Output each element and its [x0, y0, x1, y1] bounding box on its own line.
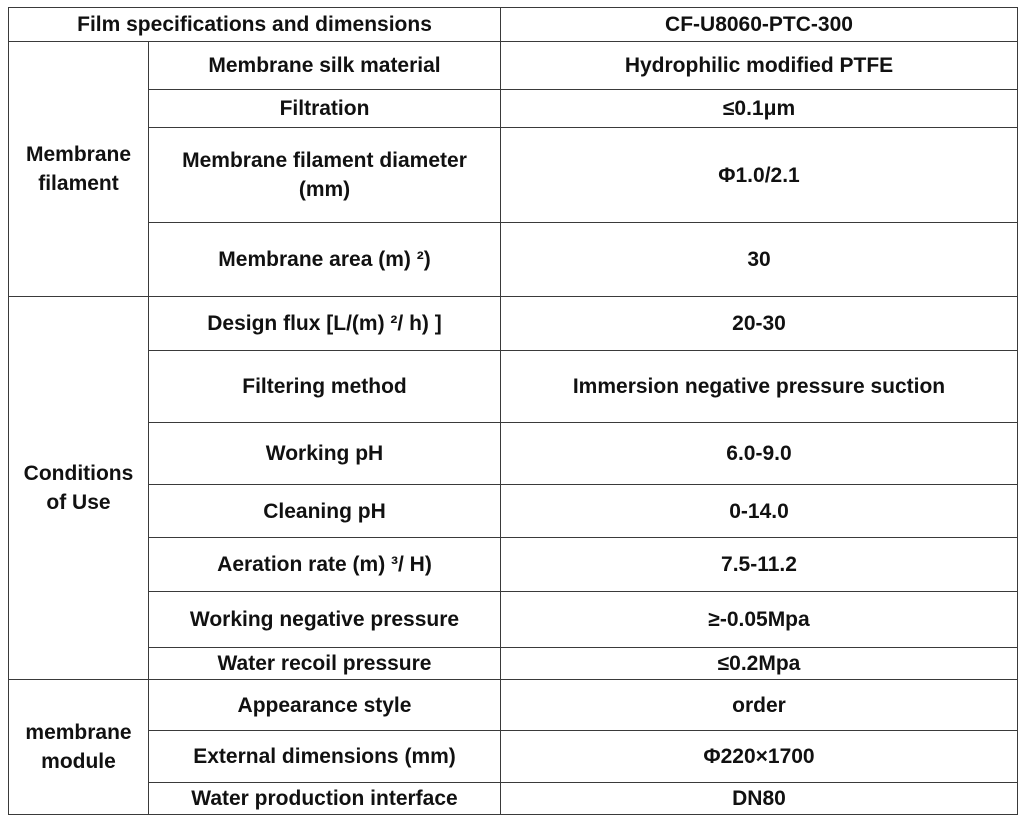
row-label: Membrane filament diameter (mm): [149, 128, 501, 223]
table-row: [9, 128, 1018, 223]
group-membrane-filament: Membrane filament: [9, 42, 149, 297]
table-row: [9, 223, 1018, 297]
row-value: order: [501, 680, 1018, 731]
row-label: Cleaning pH: [149, 485, 501, 538]
spec-table: [8, 7, 1018, 815]
row-label: Filtering method: [149, 351, 501, 423]
row-value: Hydrophilic modified PTFE: [501, 42, 1018, 90]
row-label: External dimensions (mm): [149, 731, 501, 783]
table-row: [9, 485, 1018, 538]
table-row: [9, 648, 1018, 680]
row-label: Water production interface: [149, 783, 501, 815]
row-value: Immersion negative pressure suction: [501, 351, 1018, 423]
row-value: ≤0.2Mpa: [501, 648, 1018, 680]
row-value: 6.0-9.0: [501, 423, 1018, 485]
row-value: Φ220×1700: [501, 731, 1018, 783]
row-value: 20-30: [501, 297, 1018, 351]
row-value: ≥-0.05Mpa: [501, 592, 1018, 648]
table-row: [9, 783, 1018, 815]
row-value: ≤0.1μm: [501, 90, 1018, 128]
row-label: Design flux [L/(m) ²/ h) ]: [149, 297, 501, 351]
header-row: [9, 8, 1018, 42]
row-label: Appearance style: [149, 680, 501, 731]
row-value: 30: [501, 223, 1018, 297]
table-row: [9, 297, 1018, 351]
row-value: DN80: [501, 783, 1018, 815]
header-label: Film specifications and dimensions: [9, 8, 501, 42]
row-label: Membrane area (m) ²): [149, 223, 501, 297]
table-row: [9, 538, 1018, 592]
row-label: Membrane silk material: [149, 42, 501, 90]
row-value: 0-14.0: [501, 485, 1018, 538]
group-conditions-of-use: Conditions of Use: [9, 297, 149, 680]
table-row: [9, 592, 1018, 648]
table-row: [9, 731, 1018, 783]
row-label: Water recoil pressure: [149, 648, 501, 680]
row-label: Working negative pressure: [149, 592, 501, 648]
row-label: Working pH: [149, 423, 501, 485]
header-model: CF-U8060-PTC-300: [501, 8, 1018, 42]
table-row: [9, 680, 1018, 731]
group-membrane-module: membrane module: [9, 680, 149, 815]
row-value: Φ1.0/2.1: [501, 128, 1018, 223]
table-row: [9, 351, 1018, 423]
table-row: [9, 423, 1018, 485]
table-row: [9, 42, 1018, 90]
table-row: [9, 90, 1018, 128]
row-label: Aeration rate (m) ³/ H): [149, 538, 501, 592]
row-value: 7.5-11.2: [501, 538, 1018, 592]
row-label: Filtration: [149, 90, 501, 128]
